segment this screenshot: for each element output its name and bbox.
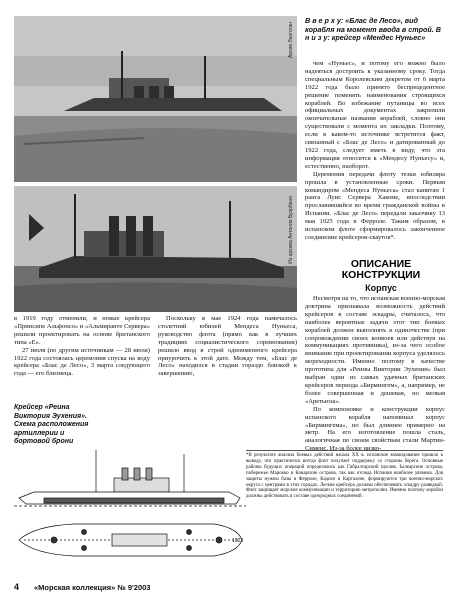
caption-top: В в е р х у: «Блас де Лесо», вид корабля на момент ввода в строй. В н и з у: крейсер «Мендес Нуньес» xyxy=(305,16,441,43)
ship-silhouette-top xyxy=(14,16,297,182)
paragraph: 27 июля (по другим источникам — 28 июля) 1922 года состоялась церемония спуска на воду крейсера «Блас де Лесо», 3 марта следующего года — его близнеца. xyxy=(14,346,150,378)
side-profile xyxy=(14,450,246,506)
ship-silhouette-bottom xyxy=(14,186,297,312)
paragraph: Несмотря на то, что испанская военно-морская доктрина признавала возможность действий крейсеров в составе эскадры, считалось, что наиболее вероятные задачи этот тип боевых кораблей должен выполнять в одиночестве (при сопровождении своих конвоев или действуя на коммуникациях противника), из-за чего особое внимание при проектировании корпуса уделялось мореходности. Именно поэтому в качестве прототипа для «Реины Виктории Эухении» был выбран один из самых удачных британских крейсеров периода «Бирмингем», а, например, не более совершенная и дешевая, но мелкая «Аретьюза». xyxy=(305,295,445,405)
section-title: ОПИСАНИЕ КОНСТРУКЦИИ xyxy=(341,258,421,281)
footnote: *В результате анализа боевых действий начала XX в. испанское командование пришло к выводу, что практически всегда флот получает поддержку со стороны берега. Основные районы будущих операций определялись как Гибралтарский пролив, Балеарские острова, побережье Марокко и Канарские острова, так как отсюда Испания наиболее уязвима. Для защиты нужны базы в Ферроле, Кадисе и Картахене, формируются три военно-морских округа с центрами в этих городах. Легкие крейсера должны обеспечивать эскадру разведкой. Флот защищает морские коммуникации и территорию метрополии. Именно поэтому корабли должны действовать в составе однородных соединений. xyxy=(246,450,443,500)
paragraph: По компоновке и конструкции корпус испанского корабля напоминал корпус «Бирмингема», но был длиннее примерно на метр. На его изготовление пошла сталь, аналогичная по своим свойствам стали Мартин-Сименс. Из-за более низко- xyxy=(305,405,445,453)
ship-diagram xyxy=(14,440,246,570)
diagram-caption: Крейсер «Реина Виктория Эухения». Схема расположения артиллерии и бортовой брони xyxy=(14,404,89,445)
section-subtitle: Корпус xyxy=(365,283,397,293)
column-2 xyxy=(158,315,297,402)
photo-credit: Архив Лангоган xyxy=(288,22,294,58)
column-1 xyxy=(14,315,150,402)
right-column-bottom xyxy=(305,295,445,453)
plan-view xyxy=(19,524,242,556)
paragraph: в 1919 году отменили, и новые крейсера «Принсипе Альфонсо» и «Альмиранте Сервера» решили проектировать на основе британского типа «Е». xyxy=(14,315,150,346)
journal-title: «Морская коллекция» № 9'2003 xyxy=(34,583,151,592)
photo-mendez-nunez xyxy=(14,186,297,312)
diagram-scale-label: 1923 xyxy=(232,538,244,544)
paragraph: Поскольку в мае 1924 года намечалось столетний юбилей Мендеса Нуньеса, руководство флота (прямо как в лучших традициях социалистического соревнования) решило ввод в строй одноименного крейсера приурочить к этой дате. Между тем, «Блас де Лесо» находился в стадии гораздо близкой к завершению, xyxy=(158,315,297,378)
right-column-top xyxy=(305,60,445,257)
photo-blas-de-leso xyxy=(14,16,297,182)
page-number: 4 xyxy=(14,582,20,592)
paragraph: чем «Нуньес», и потому его можно было надеяться достроить к указанному сроку. Тогда специальным Королевским декретом от 6 марта 1922 года было принято беспрецедентное решение поменять наименования строящихся кораблей. Во избежание путаницы во всех официальных документах закрепили окончательные названия кораблей, словно они существовали с момента их закладки. Поэтому, если в каком-то источнике встретится факт, связанный с «Блас де Лесо» и датированный до 1922 года, следует иметь в виду, что эта информация относится к «Мендесу Нуньесу» и, естественно, наоборот. xyxy=(305,60,445,170)
paragraph: Церемония передачи флоту тезки юбиляра прошла в установленные сроки. Первым командиром «Мендеса Нуньеса» стал капитан 1 ранга Луис Сервера Хакоме, впоследствии прославившийся во время гражданской войны в Испании. «Блас де Лесо» передали заказчику 13 мая 1925 года в Ферроле. Таким образом, в испанском флоте сформировалось законченное соединение крейсеров-скаутов*. xyxy=(305,170,445,241)
artillery-armor-diagram xyxy=(14,440,246,570)
photo-credit: Из архива Антонио Буэрбано xyxy=(288,196,294,264)
